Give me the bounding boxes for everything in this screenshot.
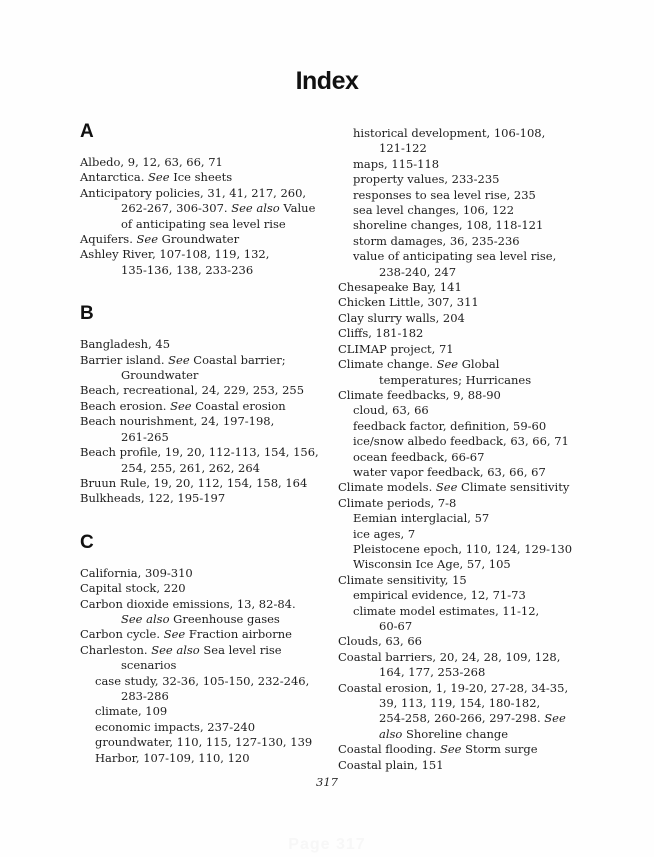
entry-text: shoreline changes, 108, 118-121 (353, 218, 544, 233)
index-line (338, 265, 626, 280)
entry-text: responses to sea level rise, 235 (353, 187, 536, 202)
index-line (80, 627, 338, 642)
cross-reference: See (435, 480, 458, 495)
entry-text: cloud, 63, 66 (353, 403, 429, 418)
cross-reference: See (436, 357, 459, 372)
entry-text: Cliffs, 181-182 (338, 326, 424, 341)
entry-text: of anticipating sea level rise (121, 216, 286, 231)
entry-text: Beach, recreational, 24, 229, 253, 255 (80, 383, 305, 398)
index-line (338, 527, 626, 542)
entry-text: Ashley River, 107-108, 119, 132, (80, 247, 270, 262)
index-line (338, 188, 626, 203)
index-line (80, 337, 338, 352)
entry-text: case study, 32-36, 105-150, 232-246, (95, 673, 310, 688)
entry-text: 39, 113, 119, 154, 180-182, (379, 696, 541, 711)
index-line (80, 658, 338, 673)
section-heading-a: A (80, 121, 94, 142)
index-line (80, 735, 338, 750)
cross-reference: See (136, 232, 159, 247)
entry-text: Beach nourishment, 24, 197-198, (80, 414, 275, 429)
entry-text: Capital stock, 220 (80, 581, 186, 596)
index-line (80, 201, 338, 216)
entry-text: groundwater, 110, 115, 127-130, 139 (95, 735, 313, 750)
index-column-right (338, 122, 626, 773)
entry-text: 238-240, 247 (379, 264, 457, 279)
index-line (338, 496, 626, 511)
cross-reference: See (163, 627, 186, 642)
index-line (80, 751, 338, 766)
index-line (338, 326, 626, 341)
index-columns (80, 122, 626, 773)
entry-text: climate model estimates, 11-12, (353, 603, 540, 618)
cross-reference: See also (231, 201, 280, 216)
entry-text: 254-258, 260-266, 297-298. (379, 711, 545, 726)
index-line (80, 232, 338, 247)
entry-text: Chicken Little, 307, 311 (338, 295, 479, 310)
index-column-left (80, 122, 338, 773)
entry-text: ice ages, 7 (353, 526, 416, 541)
entry-text: Barrier island. (80, 352, 169, 367)
entry-text: 135-136, 138, 233-236 (121, 262, 254, 277)
index-line (80, 414, 338, 429)
cross-reference: also (379, 726, 403, 741)
cross-reference: See (439, 742, 462, 757)
entry-text: 283-286 (121, 688, 169, 703)
entry-text: feedback factor, definition, 59-60 (353, 418, 547, 433)
index-line (80, 476, 338, 491)
index-line (338, 681, 626, 696)
entry-text: Climate sensitivity, 15 (338, 572, 467, 587)
entry-text: Sea level rise (199, 642, 282, 657)
entry-text: economic impacts, 237-240 (95, 719, 256, 734)
entry-text: historical development, 106-108, (353, 126, 546, 140)
index-line (80, 491, 338, 506)
index-line (338, 665, 626, 680)
index-line (338, 696, 626, 711)
index-line (338, 480, 626, 495)
entry-text: ice/snow albedo feedback, 63, 66, 71 (353, 434, 569, 449)
entry-text: Coastal erosion, 1, 19-20, 27-28, 34-35, (338, 680, 569, 695)
index-line (338, 388, 626, 403)
index-line (80, 566, 338, 581)
entry-text: Harbor, 107-109, 110, 120 (95, 750, 250, 765)
index-line (338, 419, 626, 434)
index-line (338, 742, 626, 757)
index-line (338, 573, 626, 588)
index-line (338, 619, 626, 634)
index-line (338, 434, 626, 449)
entry-text: value of anticipating sea level rise, (353, 249, 557, 264)
index-line (338, 280, 626, 295)
index-line (80, 430, 338, 445)
entry-text: Eemian interglacial, 57 (353, 511, 490, 526)
entry-text: 254, 255, 261, 262, 264 (121, 460, 260, 475)
index-line (80, 720, 338, 735)
index-line (80, 353, 338, 368)
index-line (80, 597, 338, 612)
page-title: Index (295, 67, 359, 95)
index-line (80, 247, 338, 262)
cross-reference: See (148, 170, 170, 185)
entry-text: scenarios (121, 658, 177, 673)
entry-text: 121-122 (379, 141, 427, 156)
index-line (80, 217, 338, 232)
index-line (338, 311, 626, 326)
entry-text: Ice sheets (169, 170, 233, 185)
index-line (338, 295, 626, 310)
cross-reference: See (170, 398, 192, 413)
entry-text: Clouds, 63, 66 (338, 634, 422, 649)
entry-text: 164, 177, 253-268 (379, 665, 486, 680)
entry-text: Value (279, 201, 316, 216)
page-watermark: Page 317 (288, 836, 366, 853)
entry-text: maps, 115-118 (353, 156, 440, 171)
index-line (338, 711, 626, 726)
entry-text: Global (458, 357, 500, 372)
cross-reference: See also (121, 611, 170, 626)
entry-text: Albedo, 9, 12, 63, 66, 71 (80, 155, 223, 169)
entry-text: storm damages, 36, 235-236 (353, 233, 520, 248)
section-heading-b: B (80, 303, 94, 325)
entry-text: Bruun Rule, 19, 20, 112, 154, 158, 164 (80, 475, 308, 490)
index-line (338, 650, 626, 665)
entry-text: Coastal plain, 151 (338, 757, 444, 772)
index-line (80, 263, 338, 278)
index-line (338, 218, 626, 233)
entry-text: water vapor feedback, 63, 66, 67 (353, 464, 546, 479)
entry-text: Aquifers. (80, 232, 137, 247)
index-line (80, 399, 338, 414)
index-line (338, 403, 626, 418)
entry-text: Groundwater (121, 368, 199, 383)
entry-text: Climate models. (338, 480, 436, 495)
entry-text: Coastal barriers, 20, 24, 28, 109, 128, (338, 649, 561, 664)
entry-text: Bulkheads, 122, 195-197 (80, 491, 226, 506)
entry-text: temperatures; Hurricanes (379, 372, 532, 387)
entry-text: Groundwater (158, 232, 240, 247)
entry-text: 261-265 (121, 429, 169, 444)
cross-reference: See also (151, 642, 200, 657)
entry-text: Clay slurry walls, 204 (338, 310, 465, 325)
cross-reference: See (544, 711, 566, 726)
index-line (80, 581, 338, 596)
index-line (338, 342, 626, 357)
index-line (80, 612, 338, 627)
entry-text: Beach erosion. (80, 398, 171, 413)
index-line (80, 368, 338, 383)
index-line (80, 155, 338, 170)
entry-text: 60-67 (379, 619, 413, 633)
index-line (80, 689, 338, 704)
index-line (80, 170, 338, 185)
index-line (338, 511, 626, 526)
index-line (338, 758, 626, 773)
index-line (338, 604, 626, 619)
entry-text: 262-267, 306-307. (121, 201, 232, 216)
entry-text: Climate feedbacks, 9, 88-90 (338, 387, 501, 402)
index-line (338, 542, 626, 557)
index-line (80, 383, 338, 398)
entry-text: Coastal flooding. (338, 742, 440, 757)
index-line (80, 704, 338, 719)
index-line (338, 172, 626, 187)
index-line (338, 126, 626, 141)
entry-text: Storm surge (461, 742, 538, 757)
entry-text: empirical evidence, 12, 71-73 (353, 588, 526, 603)
index-line (338, 450, 626, 465)
entry-text: Carbon cycle. (80, 627, 164, 642)
entry-text: Pleistocene epoch, 110, 124, 129-130 (353, 541, 573, 556)
page-number: 317 (316, 775, 338, 790)
index-line (338, 557, 626, 572)
index-line (80, 674, 338, 689)
entry-text: Charleston. (80, 642, 152, 657)
index-line (338, 373, 626, 388)
index-line (80, 461, 338, 476)
entry-text: CLIMAP project, 71 (338, 341, 454, 356)
entry-text: Greenhouse gases (169, 611, 280, 626)
entry-text: ocean feedback, 66-67 (353, 449, 485, 464)
index-line (338, 203, 626, 218)
index-line (338, 157, 626, 172)
entry-text: Antarctica. (80, 170, 149, 185)
entry-text: Climate change. (338, 357, 437, 372)
entry-text: Climate sensitivity (457, 480, 570, 495)
entry-text: Carbon dioxide emissions, 13, 82-84. (80, 596, 296, 611)
section-heading-c: C (80, 531, 94, 553)
index-line (80, 643, 338, 658)
entry-text: Beach profile, 19, 20, 112-113, 154, 156, (80, 445, 319, 460)
entry-text: Bangladesh, 45 (80, 337, 171, 352)
entry-text: Anticipatory policies, 31, 41, 217, 260, (80, 185, 307, 200)
entry-text: California, 309-310 (80, 565, 193, 580)
entry-text: Shoreline change (402, 726, 509, 741)
index-line (338, 727, 626, 742)
index-line (80, 445, 338, 460)
index-line (338, 634, 626, 649)
entry-text: Coastal erosion (191, 398, 286, 413)
entry-text: Chesapeake Bay, 141 (338, 280, 462, 295)
cross-reference: See (168, 352, 190, 367)
index-line (338, 357, 626, 372)
entry-text: Coastal barrier; (189, 352, 286, 367)
index-line (338, 588, 626, 603)
entry-text: Climate periods, 7-8 (338, 495, 457, 510)
index-line (80, 186, 338, 201)
entry-text: Fraction airborne (185, 627, 292, 642)
entry-text: climate, 109 (95, 704, 168, 719)
entry-text: property values, 233-235 (353, 172, 500, 187)
index-line (338, 234, 626, 249)
index-line (338, 465, 626, 480)
entry-text: Wisconsin Ice Age, 57, 105 (353, 557, 511, 572)
index-line (338, 141, 626, 156)
entry-text: sea level changes, 106, 122 (353, 203, 515, 218)
index-line (338, 249, 626, 264)
